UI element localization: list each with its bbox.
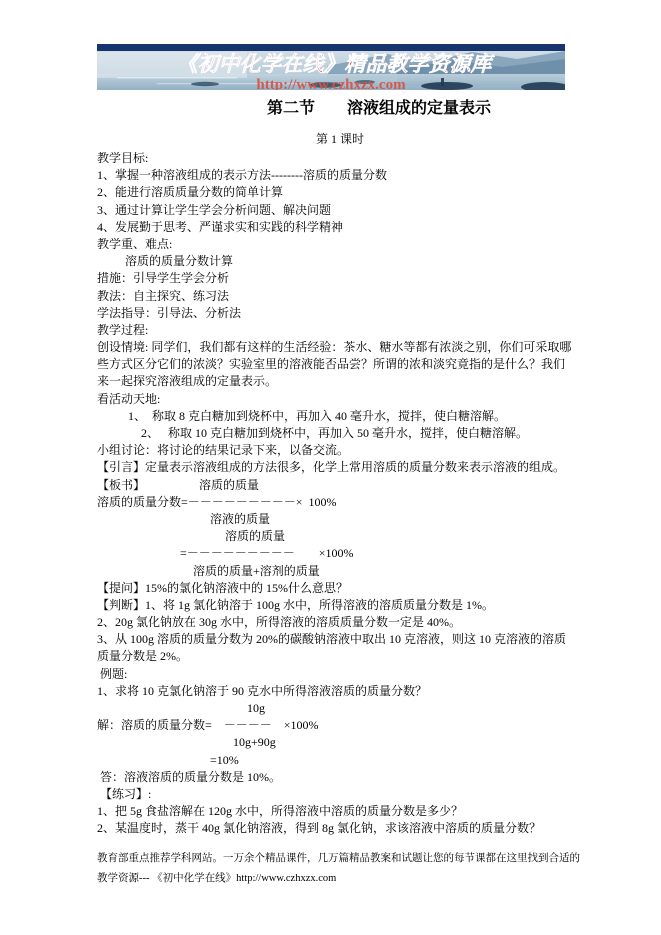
text-line: 教法：自主探究、练习法	[97, 288, 230, 303]
text-line: 看活动天地:	[97, 391, 161, 406]
banner-site-title: 《初中化学在线》精品教学资源库	[176, 52, 492, 76]
text-line: 来一起探究溶液组成的定量表示。	[97, 374, 278, 389]
text-line: 【提问】15%的氯化钠溶液中的 15%什么意思？	[97, 580, 348, 595]
water-streak	[117, 77, 237, 79]
text-line: 教学目标:	[97, 151, 149, 165]
text-line: 措施：引导学生学会分析	[97, 271, 230, 286]
boat-silhouette	[191, 82, 219, 86]
text-line: 教学重、难点:	[97, 236, 173, 251]
text-line: 1、求将 10 克氯化钠溶于 90 克水中所得溶液溶质的质量分数？	[97, 683, 428, 698]
text-line: 10g+90g	[233, 735, 276, 750]
text-line: 2、 称取 10 克白糖加到烧杯中，再加入 50 毫升水，搅拌，使白糖溶解。	[141, 426, 529, 440]
text-line: 教学过程:	[97, 322, 149, 337]
text-line: 小组讨论：将讨论的结果记录下来，以备交流。	[97, 443, 350, 458]
text-line: 质量分数是 2%。	[97, 649, 188, 664]
text-line: 1、把 5g 食盐溶解在 120g 水中，所得溶液中溶质的质量分数是多少？	[97, 804, 464, 819]
document-body	[97, 150, 587, 838]
text-line: 1、掌握一种溶液组成的表示方法--------溶质的质量分数	[97, 168, 387, 183]
boat-mast	[441, 78, 444, 86]
text-line: 溶质的质量分数=－－－－－－－－－× 100%	[97, 494, 337, 509]
site-banner-image	[97, 44, 565, 90]
text-line: 2、某温度时，蒸干 40g 氯化钠溶液，得到 8g 氯化钠，求该溶液中溶质的质量分数？	[97, 821, 542, 836]
banner-landscape-graphic	[97, 44, 565, 90]
page-title: 第二节 溶液组成的定量表示	[267, 100, 492, 117]
footer-site-reference: 教学资源--- 《初中化学在线》http://www.czhxzx.com	[97, 873, 337, 884]
text-line: 例题:	[100, 666, 128, 681]
lesson-number-subtitle: 第 1 课时	[315, 132, 364, 146]
text-line: 溶液的质量	[210, 511, 271, 526]
text-line: 些方式区分它们的浓淡？实验室里的溶液能否品尝？所谓的浓和淡究竟指的是什么？我们	[97, 357, 566, 372]
text-line: 解：溶质的质量分数= －－－－ ×100%	[97, 718, 319, 733]
text-line: 答：溶液溶质的质量分数是 10%。	[100, 769, 281, 784]
text-line: 【板书】 溶质的质量	[97, 477, 260, 492]
text-line: 溶质的质量+溶剂的质量	[193, 563, 320, 578]
text-line: 学法指导：引导法、分析法	[97, 305, 242, 320]
text-line: 1、 称取 8 克白糖加到烧杯中，再加入 40 毫升水，搅拌，使白糖溶解。	[128, 408, 507, 423]
text-line: 10g	[247, 701, 265, 715]
text-line: 溶质的质量	[225, 529, 286, 544]
document-footer	[97, 849, 580, 889]
text-line: 【练习】:	[100, 786, 152, 801]
banner-navy-band	[97, 44, 565, 51]
text-line: 3、通过计算让学生学会分析问题、解决问题	[97, 202, 332, 217]
text-line: 2、能进行溶质质量分数的简单计算	[97, 185, 284, 200]
text-line: 【引言】定量表示溶液组成的方法很多，化学上常用溶质的质量分数来表示溶液的组成。	[97, 460, 566, 475]
text-line: 4、发展勤于思考、严谨求实和实践的科学精神	[97, 219, 344, 234]
text-line: 3、从 100g 溶质的质量分数为 20%的碳酸钠溶液中取出 10 克溶液，则这 10 克溶液的溶质	[97, 632, 566, 647]
boat-silhouette	[421, 82, 473, 90]
text-line: =－－－－－－－－－ ×100%	[180, 546, 354, 561]
banner-site-url: http://www.czhxzx.com	[256, 77, 406, 90]
footer-promo-text: 教育部重点推荐学科网站。一万余个精品课件，几万篇精品教案和试题让您的每节课都在这里找到合适的	[97, 853, 580, 864]
text-line: 创设情境: 同学们，我们都有这样的生活经验：茶水、糖水等都有浓淡之别，你们可采取哪	[97, 340, 572, 355]
text-line: 【判断】1、将 1g 氯化钠溶于 100g 水中，所得溶液的溶质质量分数是 1%。	[97, 597, 494, 612]
text-line: 2、20g 氯化钠放在 30g 水中，所得溶液的溶质质量分数一定是 40%。	[97, 615, 461, 630]
text-line: =10%	[210, 752, 239, 767]
text-line: 溶质的质量分数计算	[125, 254, 234, 269]
